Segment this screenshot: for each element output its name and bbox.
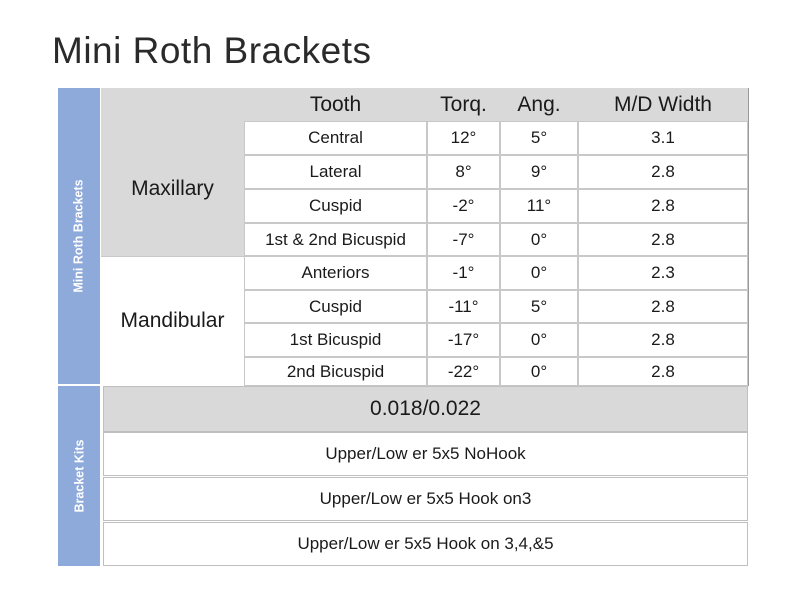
table-cell-torque: 12°	[427, 121, 500, 155]
table-cell-tooth: 2nd Bicuspid	[244, 357, 427, 386]
group-mandibular: Mandibular	[101, 256, 244, 386]
table-right-border	[748, 88, 749, 386]
header-group-spacer	[101, 88, 244, 121]
sidebar-label-brackets-text: Mini Roth Brackets	[72, 179, 86, 293]
table-cell-tooth: 1st Bicuspid	[244, 323, 427, 357]
header-tooth: Tooth	[244, 88, 427, 121]
table-cell-angulation: 9°	[500, 155, 578, 189]
sidebar-label-brackets	[58, 88, 100, 384]
table-cell-torque: 8°	[427, 155, 500, 189]
table-cell-angulation: 5°	[500, 121, 578, 155]
table-cell-torque: -22°	[427, 357, 500, 386]
table-cell-torque: -7°	[427, 223, 500, 256]
table-cell-md-width: 2.8	[578, 189, 748, 223]
page-title: Mini Roth Brackets	[52, 30, 372, 71]
table-cell-angulation: 5°	[500, 290, 578, 323]
group-maxillary: Maxillary	[101, 121, 244, 256]
table-cell-torque: -2°	[427, 189, 500, 223]
kit-item: Upper/Low er 5x5 Hook on3	[103, 477, 748, 521]
table-cell-tooth: Cuspid	[244, 290, 427, 323]
table-cell-torque: -1°	[427, 256, 500, 290]
table-cell-tooth: Central	[244, 121, 427, 155]
table-cell-torque: -11°	[427, 290, 500, 323]
sidebar-label-kits-text: Bracket Kits	[72, 439, 87, 513]
table-cell-md-width: 2.8	[578, 357, 748, 386]
table-cell-angulation: 0°	[500, 323, 578, 357]
kit-item: Upper/Low er 5x5 NoHook	[103, 432, 748, 476]
header-angulation: Ang.	[500, 88, 578, 121]
table-cell-md-width: 2.8	[578, 155, 748, 189]
table-cell-md-width: 2.3	[578, 256, 748, 290]
table-group-divider	[101, 256, 244, 257]
table-cell-angulation: 11°	[500, 189, 578, 223]
table-cell-md-width: 2.8	[578, 323, 748, 357]
table-cell-tooth: 1st & 2nd Bicuspid	[244, 223, 427, 256]
kit-item: Upper/Low er 5x5 Hook on 3,4,&5	[103, 522, 748, 566]
header-torque: Torq.	[427, 88, 500, 121]
table-cell-tooth: Lateral	[244, 155, 427, 189]
table-cell-tooth: Cuspid	[244, 189, 427, 223]
kit-wire-size: 0.018/0.022	[103, 386, 748, 432]
table-cell-angulation: 0°	[500, 223, 578, 256]
header-md-width: M/D Width	[578, 88, 748, 121]
table-cell-angulation: 0°	[500, 256, 578, 290]
table-cell-angulation: 0°	[500, 357, 578, 386]
table-cell-md-width: 2.8	[578, 290, 748, 323]
table-cell-tooth: Anteriors	[244, 256, 427, 290]
table-cell-md-width: 2.8	[578, 223, 748, 256]
table-cell-torque: -17°	[427, 323, 500, 357]
table-cell-md-width: 3.1	[578, 121, 748, 155]
sidebar-label-kits	[58, 386, 100, 566]
